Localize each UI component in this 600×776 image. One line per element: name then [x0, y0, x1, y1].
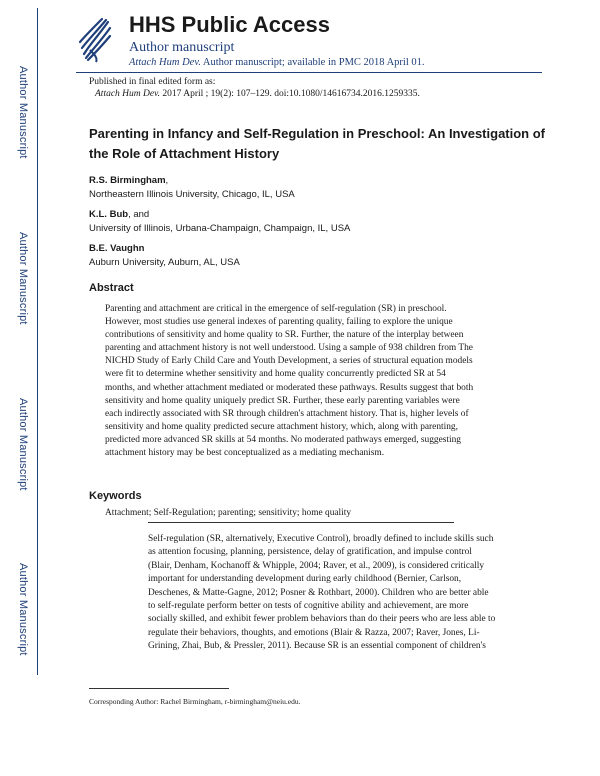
body-line: Self-regulation (SR, alternatively, Executive Control), broadly defined to include skills such — [148, 534, 494, 544]
availability-text: Author manuscript; available in PMC 2018 April 01. — [200, 57, 425, 68]
hhs-availability — [129, 57, 425, 68]
author-affiliation: University of Illinois, Urbana-Champaign, Champaign, IL, USA — [89, 223, 351, 234]
abstract-line: attachment history may be best conceptualized as a mediating mechanism. — [105, 448, 385, 459]
side-label-author-manuscript: Author Manuscript — [17, 232, 29, 325]
journal-abbrev: Attach Hum Dev. — [129, 57, 201, 68]
footnote-rule — [89, 688, 229, 689]
abstract-line: NICHD Study of Early Child Care and Youth Development, a series of structural equation models — [105, 356, 473, 367]
body-line: regulate their behaviors, thoughts, and emotions (Blair & Razza, 2007; Raver, Jones, Li- — [148, 627, 480, 638]
body-line: Deschenes, & Matte-Gagne, 2012; Posner & Rothbart, 2000). Children who are better able — [148, 587, 489, 598]
side-label-author-manuscript: Author Manuscript — [17, 563, 29, 656]
abstract-line: parenting and attachment history is not well understood. Using a sample of 938 children from The — [105, 343, 473, 354]
side-margin-rule — [37, 8, 38, 675]
abstract-line: months, and whether attachment mediated or moderated these pathways. Results suggest that both — [105, 382, 474, 393]
body-line: Grining, Zhai, Bub, & Pressler, 2011). Because SR is an essential component of children's — [148, 641, 486, 652]
abstract-line: Parenting and attachment are critical in the emergence of self-regulation (SR) in preschool. — [105, 304, 447, 314]
abstract-line: predicted more advanced SR skills at 54 months. No moderated pathways emerged, suggesting — [105, 434, 461, 445]
author-block — [89, 208, 350, 236]
side-label-author-manuscript: Author Manuscript — [17, 66, 29, 159]
published-label: Published in final edited form as: — [89, 77, 216, 87]
section-divider — [148, 522, 454, 523]
author-suffix: , — [165, 175, 169, 186]
article-title: Parenting in Infancy and Self-Regulation in Preschool: An Investigation of the Role of Attachment History — [89, 126, 546, 161]
abstract-line: However, most studies use general indexes of parenting quality, failing to explore the unique — [105, 317, 453, 328]
header-rule — [76, 72, 542, 73]
body-line: socially skilled, and exhibit fewer problem behaviors than do their peers who are less able to — [148, 614, 496, 625]
abstract-line: sensitivity and home quality predicted secure attachment history, which, along with parenting, — [105, 421, 458, 432]
author-block — [89, 242, 240, 270]
main-body — [148, 533, 548, 654]
abstract-line: each indirectly associated with SR through children's attachment history. That is, higher levels of — [105, 408, 469, 419]
citation-journal: Attach Hum Dev. — [95, 89, 160, 99]
keywords-heading: Keywords — [89, 490, 142, 502]
hhs-title: HHS Public Access — [129, 12, 330, 37]
author-suffix: , and — [128, 209, 150, 220]
author-name: R.S. Birmingham — [89, 175, 166, 186]
author-name: B.E. Vaughn — [89, 243, 145, 254]
author-affiliation: Northeastern Illinois University, Chicago, IL, USA — [89, 189, 295, 200]
citation-details: 2017 April ; 19(2): 107–129. doi:10.1080/14616734.2016.1259335. — [159, 89, 420, 99]
abstract-line: contributions of sensitivity and home quality to SR. Further, the nature of the interplay between — [105, 330, 464, 341]
author-name: K.L. Bub — [89, 209, 129, 220]
corresponding-author-footnote: Corresponding Author: Rachel Birmingham, r-birmingham@neiu.edu. — [89, 697, 301, 706]
body-line: to self-regulate perform better on tests of cognitive ability and achievement, are more — [148, 601, 469, 612]
abstract-heading: Abstract — [89, 282, 134, 294]
citation — [95, 89, 420, 99]
author-block — [89, 174, 295, 202]
abstract-line: were fit to determine whether sensitivity and home quality concurrently predicted SR at 54 — [105, 369, 446, 380]
body-line: important for understanding development during early childhood (Bernier, Carlson, — [148, 574, 462, 585]
hhs-subtitle: Author manuscript — [129, 40, 235, 55]
keywords-text: Attachment; Self-Regulation; parenting; sensitivity; home quality — [105, 508, 352, 518]
body-line: as attention focusing, planning, persistence, delay of gratification, and impulse control — [148, 547, 472, 558]
body-line: (Blair, Denham, Kochanoff & Whipple, 2004; Raver, et al., 2009), is considered critically — [148, 560, 485, 571]
abstract-body — [105, 303, 545, 460]
side-label-author-manuscript: Author Manuscript — [17, 398, 29, 491]
abstract-line: sensitivity and home quality uniquely predict SR. Further, these early parenting variables were — [105, 395, 460, 406]
hhs-eagle-logo-icon — [76, 14, 114, 64]
author-affiliation: Auburn University, Auburn, AL, USA — [89, 257, 240, 268]
